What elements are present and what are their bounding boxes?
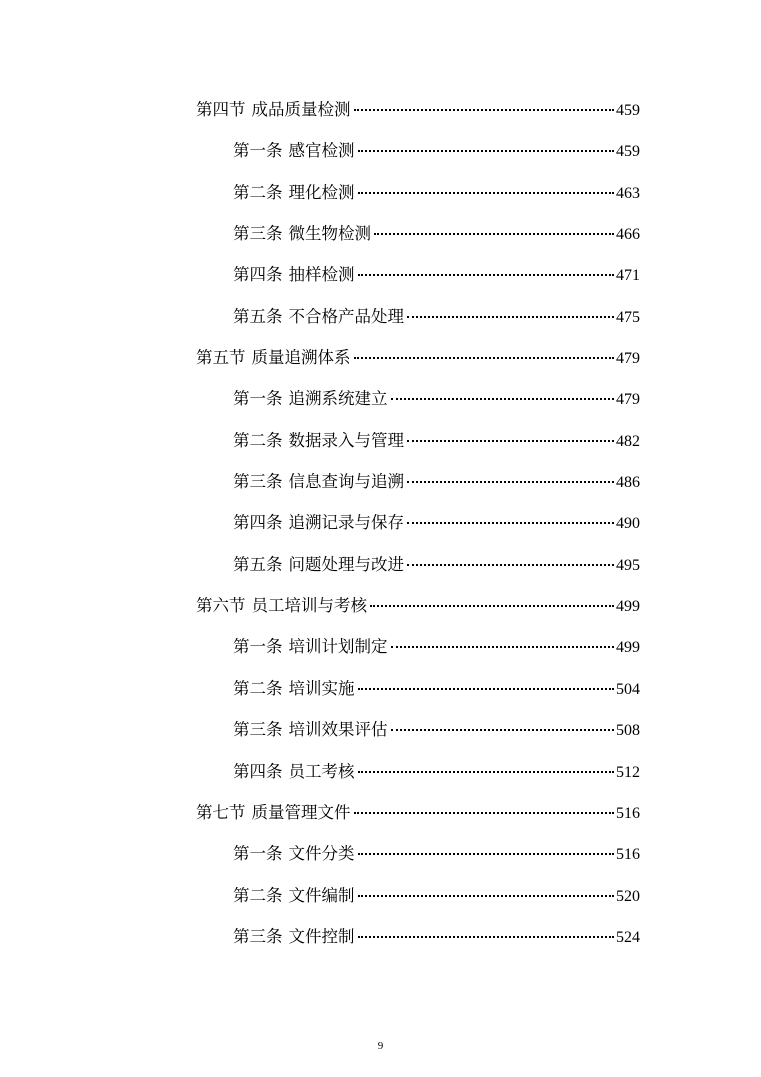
toc-article-entry[interactable] — [196, 875, 640, 916]
toc-entry-number: 第四条 — [233, 513, 283, 533]
dot-leader — [407, 564, 614, 566]
dot-leader — [354, 109, 615, 111]
toc-entry-number: 第一条 — [233, 637, 283, 657]
toc-entry-title: 质量管理文件 — [251, 802, 351, 822]
dot-leader — [391, 398, 615, 400]
toc-entry-title: 文件编制 — [288, 885, 355, 905]
toc-entry-number: 第四节 — [196, 100, 246, 119]
toc-entry-number: 第二条 — [233, 678, 283, 698]
toc-entry-title: 微生物检测 — [288, 224, 371, 244]
toc-article-entry[interactable] — [196, 668, 640, 709]
toc-entry-page: 508 — [616, 722, 640, 740]
toc-entry-title: 质量追溯体系 — [251, 348, 351, 368]
toc-entry-number: 第二条 — [233, 182, 283, 202]
toc-entry-label — [233, 668, 355, 709]
toc-entry-label — [233, 130, 355, 171]
toc-entry-label — [233, 172, 355, 213]
toc-section-entry[interactable] — [196, 89, 640, 130]
toc-entry-page: 459 — [616, 143, 640, 161]
dot-leader — [354, 357, 615, 359]
toc-entry-label — [196, 792, 351, 833]
toc-entry-title: 问题处理与改进 — [288, 554, 404, 574]
toc-entry-number: 第四条 — [233, 761, 283, 781]
dot-leader — [358, 688, 615, 690]
toc-entry-page: 479 — [616, 391, 640, 409]
toc-entry-page: 479 — [616, 350, 640, 368]
dot-leader — [391, 729, 615, 731]
dot-leader — [358, 192, 615, 194]
toc-entry-label — [196, 89, 351, 130]
toc-entry-page: 459 — [616, 102, 640, 119]
dot-leader — [358, 895, 615, 897]
toc-entry-page: 499 — [616, 598, 640, 616]
toc-article-entry[interactable] — [196, 213, 640, 254]
toc-entry-number: 第三条 — [233, 720, 283, 740]
toc-entry-label — [233, 461, 404, 502]
toc-article-entry[interactable] — [196, 751, 640, 792]
toc-article-entry[interactable] — [196, 254, 640, 295]
toc-entry-page: 516 — [616, 846, 640, 864]
toc-entry-label — [196, 337, 351, 378]
toc-entry-number: 第七节 — [196, 802, 246, 822]
toc-entry-title: 追溯系统建立 — [288, 389, 388, 409]
toc-entry-page: 471 — [616, 267, 640, 285]
dot-leader — [358, 853, 615, 855]
toc-article-entry[interactable] — [196, 626, 640, 667]
toc-entry-title: 感官检测 — [288, 141, 355, 161]
dot-leader — [370, 605, 614, 607]
dot-leader — [358, 771, 615, 773]
toc-entry-number: 第六节 — [196, 596, 246, 616]
toc-entry-label — [233, 544, 404, 585]
toc-entry-title: 培训实施 — [288, 678, 355, 698]
dot-leader — [358, 936, 615, 938]
toc-entry-title: 成品质量检测 — [251, 100, 351, 119]
toc-entry-number: 第五条 — [233, 306, 283, 326]
toc-entry-number: 第五节 — [196, 348, 246, 368]
toc-entry-page: 466 — [616, 226, 640, 244]
dot-leader — [391, 646, 615, 648]
toc-article-entry[interactable] — [196, 461, 640, 502]
dot-leader — [354, 812, 615, 814]
toc-entry-label — [233, 833, 355, 874]
toc-entry-label — [233, 626, 388, 667]
toc-entry-title: 数据录入与管理 — [288, 430, 404, 450]
toc-section-entry[interactable] — [196, 585, 640, 626]
toc-entry-title: 培训计划制定 — [288, 637, 388, 657]
toc-entry-title: 培训效果评估 — [288, 720, 388, 740]
toc-entry-title: 抽样检测 — [288, 265, 355, 285]
toc-entry-page: 490 — [616, 515, 640, 533]
toc-entry-title: 理化检测 — [288, 182, 355, 202]
toc-entry-page: 486 — [616, 474, 640, 492]
toc-entry-number: 第三条 — [233, 224, 283, 244]
toc-entry-label — [233, 254, 355, 295]
toc-article-entry[interactable] — [196, 502, 640, 543]
toc-entry-title: 不合格产品处理 — [288, 306, 404, 326]
toc-entry-page: 524 — [616, 928, 640, 946]
toc-entry-label — [233, 502, 404, 543]
toc-entry-label — [233, 296, 404, 337]
toc-entry-page: 520 — [616, 887, 640, 905]
toc-article-entry[interactable] — [196, 378, 640, 419]
dot-leader — [407, 316, 614, 318]
table-of-contents — [196, 89, 640, 957]
dot-leader — [374, 233, 614, 235]
dot-leader — [407, 522, 614, 524]
toc-entry-number: 第五条 — [233, 554, 283, 574]
toc-article-entry[interactable] — [196, 172, 640, 213]
dot-leader — [358, 150, 615, 152]
toc-section-entry[interactable] — [196, 792, 640, 833]
toc-entry-title: 文件控制 — [288, 926, 355, 946]
toc-entry-number: 第三条 — [233, 926, 283, 946]
toc-entry-page: 512 — [616, 763, 640, 781]
toc-entry-number: 第二条 — [233, 430, 283, 450]
toc-entry-label — [196, 585, 367, 626]
toc-entry-page: 482 — [616, 432, 640, 450]
toc-entry-label — [233, 420, 404, 461]
toc-article-entry[interactable] — [196, 833, 640, 874]
toc-section-entry[interactable] — [196, 337, 640, 378]
toc-entry-page: 499 — [616, 639, 640, 657]
toc-entry-number: 第二条 — [233, 885, 283, 905]
toc-entry-page: 516 — [616, 804, 640, 822]
toc-entry-label — [233, 875, 355, 916]
toc-entry-label — [233, 709, 388, 750]
toc-entry-label — [233, 378, 388, 419]
toc-entry-number: 第一条 — [233, 389, 283, 409]
page-number: 9 — [377, 1040, 384, 1052]
toc-entry-page: 475 — [616, 308, 640, 326]
toc-entry-title: 文件分类 — [288, 844, 355, 864]
toc-entry-title: 信息查询与追溯 — [288, 472, 404, 492]
toc-entry-number: 第一条 — [233, 141, 283, 161]
toc-entry-page: 495 — [616, 556, 640, 574]
toc-entry-label — [233, 751, 355, 792]
toc-entry-page: 463 — [616, 184, 640, 202]
toc-entry-page: 504 — [616, 680, 640, 698]
toc-article-entry[interactable] — [196, 544, 640, 585]
dot-leader — [407, 440, 614, 442]
toc-article-entry[interactable] — [196, 130, 640, 171]
toc-entry-number: 第四条 — [233, 265, 283, 285]
toc-entry-title: 追溯记录与保存 — [288, 513, 404, 533]
toc-entry-label — [233, 213, 371, 254]
toc-article-entry[interactable] — [196, 296, 640, 337]
toc-article-entry[interactable] — [196, 709, 640, 750]
toc-article-entry[interactable] — [196, 916, 640, 957]
toc-entry-title: 员工考核 — [288, 761, 355, 781]
toc-entry-number: 第一条 — [233, 844, 283, 864]
toc-article-entry[interactable] — [196, 420, 640, 461]
dot-leader — [358, 274, 615, 276]
toc-entry-number: 第三条 — [233, 472, 283, 492]
toc-entry-label — [233, 916, 355, 957]
toc-entry-title: 员工培训与考核 — [251, 596, 367, 616]
dot-leader — [407, 481, 614, 483]
